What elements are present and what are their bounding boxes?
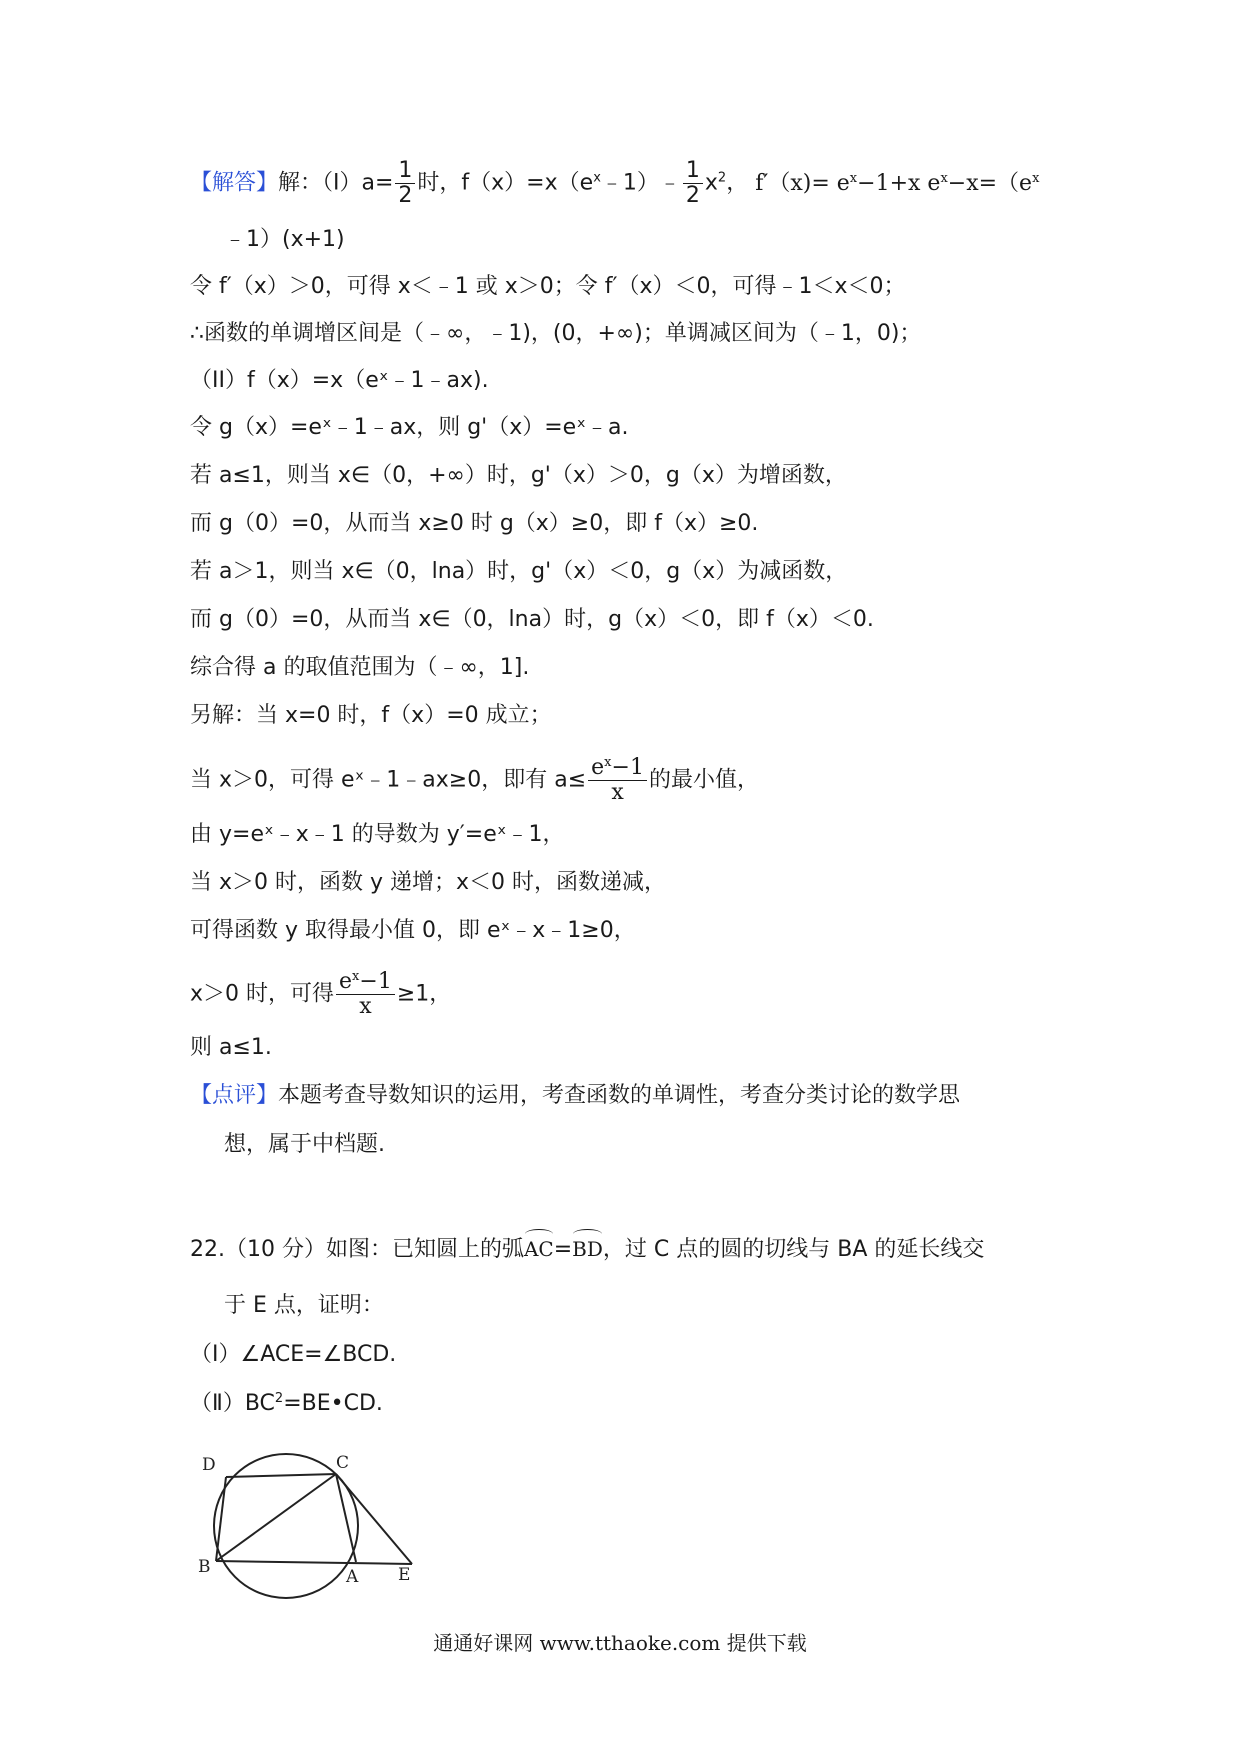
fraction-half: $\frac{1}{2}$ — [395, 159, 415, 208]
answer-line-11: 综合得 a 的取值范围为（﹣∞，1]. — [190, 655, 530, 680]
label-a: A — [346, 1567, 359, 1587]
tangent-ce — [336, 1474, 412, 1564]
fraction-ex-minus-1-over-x: $\frac{e^x-1}{x}$ — [588, 756, 647, 805]
footer-text: 通通好课网 www.tthaoke.com 提供下载 — [433, 1631, 807, 1655]
answer-line-2: ﹣1）(x+1) — [224, 227, 345, 252]
label-e: E — [398, 1565, 411, 1585]
problem-line-1: 22.（10 分）如图：已知圆上的弧AC=BD，过 C 点的圆的切线与 BA 的延长线交 — [190, 1234, 984, 1265]
chord-bc — [216, 1474, 336, 1561]
answer-line-17: x＞0 时，可得 $\frac{e^x-1}{x}$ ≥1， — [190, 969, 452, 1020]
comment-tag: 【点评】 — [190, 1083, 279, 1108]
chord-dc — [226, 1474, 336, 1477]
label-d: D — [202, 1455, 216, 1475]
comment-line-1: 【点评】本题考查导数知识的运用，考查函数的单调性，考查分类讨论的数学思 — [190, 1083, 961, 1108]
problem-line-2: 于 E 点，证明： — [224, 1293, 384, 1318]
answer-line-3: 令 f′（x）＞0，可得 x＜﹣1 或 x＞0；令 f′（x）＜0，可得﹣1＜x＜0； — [190, 274, 906, 299]
fraction-half-2: $\frac{1}{2}$ — [683, 159, 703, 208]
answer-line-9: 若 a＞1，则当 x∈（0，lna）时，g'（x）＜0，g（x）为减函数， — [190, 559, 848, 584]
answer-line-13: 当 x＞0，可得 eˣ﹣1﹣ax≥0，即有 a≤ $\frac{e^x-1}{x}$ 的最小值， — [190, 755, 759, 806]
answer-tag: 【解答】 — [190, 170, 279, 196]
answer-line-12: 另解：当 x=0 时，f（x）=0 成立； — [190, 703, 552, 728]
circle-geometry-figure — [196, 1448, 426, 1608]
answer-line-14: 由 y=eˣ﹣x﹣1 的导数为 y′=eˣ﹣1， — [190, 822, 565, 847]
arc-ac: AC — [524, 1234, 554, 1264]
line-bae — [216, 1561, 412, 1564]
label-c: C — [336, 1453, 350, 1473]
answer-line-7: 若 a≤1，则当 x∈（0，+∞）时，g'（x）＞0，g（x）为增函数， — [190, 463, 847, 488]
comment-line-2: 想，属于中档题. — [224, 1132, 385, 1157]
answer-line-15: 当 x＞0 时，函数 y 递增；x＜0 时，函数递减， — [190, 870, 667, 895]
answer-line-18: 则 a≤1. — [190, 1035, 272, 1060]
problem-part-1: （Ⅰ）∠ACE=∠BCD. — [190, 1342, 397, 1367]
answer-line-4: ∴函数的单调增区间是（﹣∞，﹣1)，(0，+∞)；单调减区间为（﹣1，0)； — [190, 321, 922, 346]
answer-line-5: （II）f（x）=x（eˣ﹣1﹣ax). — [190, 368, 489, 393]
answer-line-16: 可得函数 y 取得最小值 0，即 eˣ﹣x﹣1≥0， — [190, 918, 636, 943]
problem-part-2: $(Ⅱ)BC^2=BE•CD$. — [190, 1391, 383, 1416]
answer-line-10: 而 g（0）=0，从而当 x∈（0，lna）时，g（x）＜0，即 f（x）＜0. — [190, 607, 874, 632]
arc-bd: BD — [572, 1234, 603, 1264]
fraction-ex-minus-1-over-x-2: $\frac{e^x-1}{x}$ — [336, 970, 395, 1019]
answer-line-1: 【解答】解：（I）a= $\frac{1}{2}$ 时，$f(x)=x(e^x﹣1)﹣$ $\frac{1}{2}$ $x^2$， $f'(x)= e^x-1+x$ $e^x-x=(e^x$ — [190, 158, 1040, 209]
derivative-expression: $f'(x)= e^x-1+x$ $e^x-x=(e^x$ — [755, 170, 1040, 196]
label-b: B — [198, 1557, 211, 1577]
chord-db — [216, 1477, 226, 1561]
answer-line-8: 而 g（0）=0，从而当 x≥0 时 g（x）≥0，即 f（x）≥0. — [190, 511, 759, 536]
answer-line-6: 令 g（x）=eˣ﹣1﹣ax，则 g'（x）=eˣ﹣a. — [190, 415, 629, 440]
